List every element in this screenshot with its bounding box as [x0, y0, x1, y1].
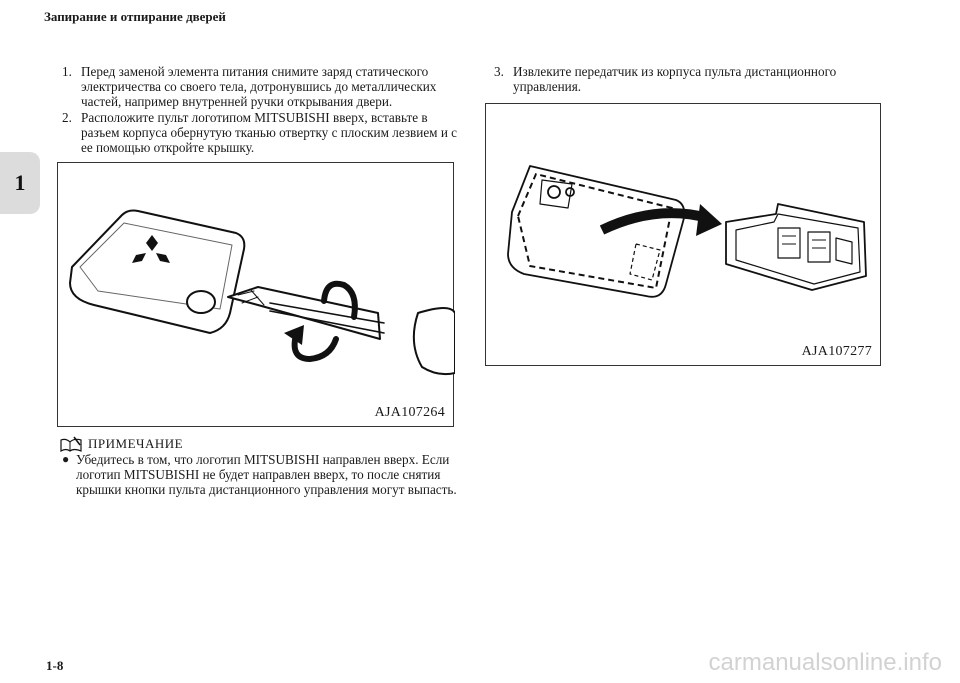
note-pen-icon: [60, 436, 82, 452]
watermark: carmanualsonline.info: [708, 649, 942, 676]
chapter-number: 1: [14, 170, 26, 195]
step-text: Извлеките передатчик из корпуса пульта дистанционного управления.: [513, 64, 837, 95]
steps-list: [62, 64, 462, 155]
page-number: 1-8: [46, 658, 64, 673]
note-heading: [60, 436, 183, 452]
note-text: Убедитесь в том, что логотип MITSUBISHI направлен вверх. Если логотип MITSUBISHI не будет направлен вверх, то после снятия крышки кнопки пульта дистанционного управления могут выпасть.: [76, 452, 457, 498]
note-heading-text: ПРИМЕЧАНИЕ: [88, 436, 184, 451]
key-screwdriver-illustration: [58, 163, 455, 428]
step-text: Расположите пульт логотипом MITSUBISHI вверх, вставьте в разъем корпуса обернутую тканью отвертку с плоским лезвием и с ее помощью откройте крышку.: [81, 109, 458, 156]
chapter-tab: [0, 152, 40, 214]
note-bullet: ●: [62, 452, 70, 466]
page-header-title: Запирание и отпирание дверей: [44, 9, 226, 24]
step-3: [494, 64, 874, 94]
step-number: 3.: [494, 64, 504, 79]
step-2: [62, 110, 462, 156]
step-text: Перед заменой элемента питания снимите заряд статического электричества со своего тела, дотронувшись до металлических частей, например внутренней ручки открывания двери.: [81, 64, 437, 110]
step-number: 2.: [62, 109, 72, 125]
transmitter-removal-illustration: [486, 104, 882, 367]
figure-transmitter-removal: [485, 103, 881, 366]
figure-code: AJA107264: [374, 405, 445, 420]
step-number: 1.: [62, 64, 72, 79]
note-body: [62, 452, 462, 498]
figure-key-screwdriver: [57, 162, 454, 427]
figure-code: AJA107277: [801, 344, 872, 359]
step-1: [62, 64, 462, 110]
